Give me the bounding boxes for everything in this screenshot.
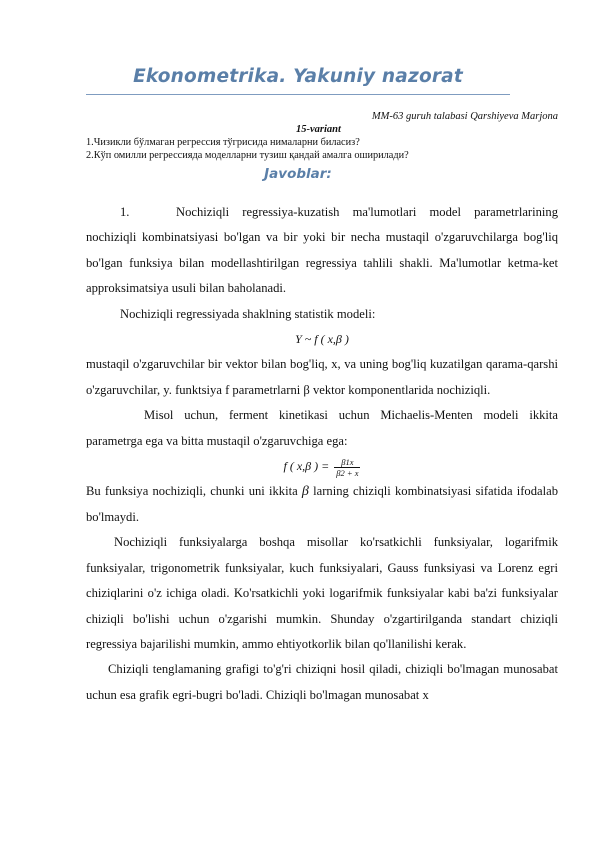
paragraph-5 [86,479,558,530]
author-line: MM-63 guruh talabasi Qarshiyeva Marjona [371,111,558,122]
document-title: Ekonometrika. Yakuniy nazorat [133,66,463,87]
variant-label: 15-variant [296,124,341,135]
formula-statistical-model: Y ~ f ( x,β ) [295,332,349,347]
answers-heading: Javoblar: [264,166,332,182]
paragraph-5-text-b: larning chiziqli kombinatsiyasi sifatida ifodalab bo'lmaydi. [86,484,559,524]
paragraph-1 [86,200,558,302]
formula-lhs: f ( x,β ) = [283,459,330,474]
paragraph-6: Nochiziqli funksiyalarga boshqa misollar ko'rsatkichli funksiyalar, logarifmik funksiyalar, trigonometrik funksiyalar, kuch funksiyalari, Gauss funksiyasi va Lorenz egri chiziqlarini o'z ichiga oladi. Ko'rsatkichli yoki logarifmik funksiyalar kabi ba'zi funksiyalar chiziqli bo'lishi uchun o'zgarishi mumkin. Shunday o'zgartirilganda standart chiziqli regressiya bajarilishi mumkin, ammo ehtiyotkorlik bilan qo'llanilishi kerak. [86,535,558,651]
formula-fraction [334,457,360,478]
paragraph-3: mustaqil o'zgaruvchilar bir vektor bilan bog'liq, x, va uning bog'liq kuzatilgan qarama-qarshi o'zgaruvchilar, y. funktsiya f parametrlarni β vektor komponentlarida nochiziqli. [86,357,558,397]
paragraph-1-text: Nochiziqli regressiya-kuzatish ma'lumotlari model parametrlarining nochiziqli kombinatsiyasi bo'lgan va bir yoki bir necha mustaqil o'zgaruvchilarga bog'liq bo'lgan funksiya bilan modellashtirilgan regressiya tahlili shakli. Ma'lumotlar ketma-ket approksimatsiya usuli bilan baholanadi. [86,205,558,296]
title-underline [86,94,510,95]
paragraph-number: 1. [120,205,130,219]
formula-michaelis-menten [86,454,558,479]
beta-symbol: β [301,484,309,500]
question-1: 1.Чизикли бўлмаган регрессия тўгрисида нималарни биласиз? [86,137,360,148]
paragraph-2: Nochiziqli regressiyada shaklning statistik modeli: [120,306,376,321]
formula-denominator: β2 + x [336,467,359,478]
formula-numerator: β1x [334,457,360,468]
paragraph-7: Chiziqli tenglamaning grafigi to'g'ri chiziqni hosil qiladi, chiziqli bo'lmagan munosabat uchun esa grafik egri-bugri bo'ladi. Chiziqli bo'lmagan munosabat x [86,662,558,702]
paragraph-5-text-a: Bu funksiya nochiziqli, chunki uni ikkita [86,484,298,499]
question-2: 2.Кўп омилли регрессияда моделларни тузиш қандай амалга оширилади? [86,150,409,161]
answer-body [86,200,558,708]
paragraph-4: Misol uchun, ferment kinetikasi uchun Michaelis-Menten modeli ikkita parametrga ega va bitta mustaqil o'zgaruvchiga ega: [86,408,558,448]
